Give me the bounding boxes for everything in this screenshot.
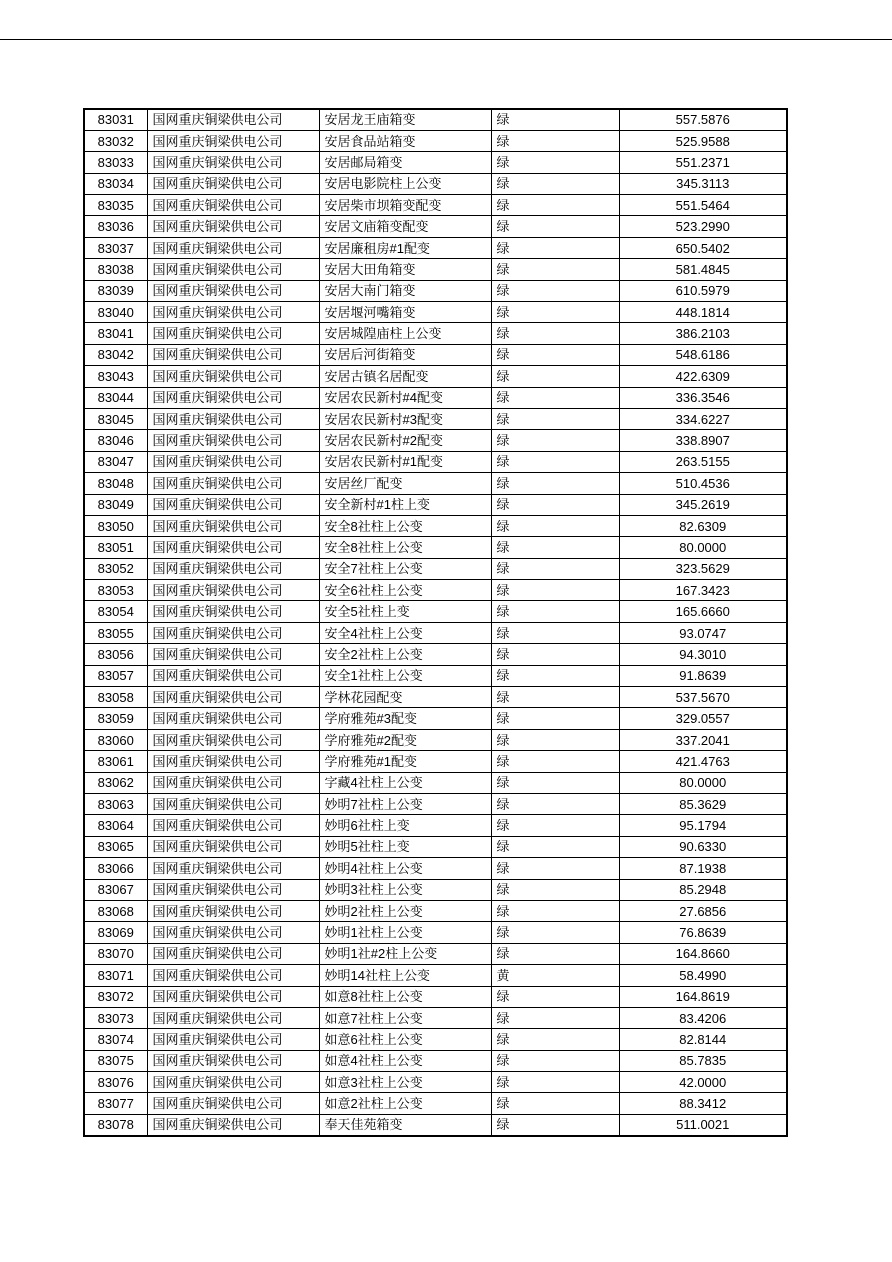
cell-station: 安居丝厂配变	[319, 473, 491, 494]
cell-status: 绿	[491, 751, 619, 772]
cell-status: 绿	[491, 772, 619, 793]
table-row	[84, 109, 787, 130]
table-row	[84, 408, 787, 429]
cell-value: 263.5155	[619, 451, 787, 472]
cell-company: 国网重庆铜梁供电公司	[147, 130, 319, 151]
cell-status: 绿	[491, 430, 619, 451]
cell-value: 551.5464	[619, 195, 787, 216]
cell-status: 绿	[491, 900, 619, 921]
cell-station: 奉天佳苑箱变	[319, 1114, 491, 1135]
table-row	[84, 302, 787, 323]
cell-value: 537.5670	[619, 687, 787, 708]
cell-company: 国网重庆铜梁供电公司	[147, 815, 319, 836]
cell-station: 安居农民新村#3配变	[319, 408, 491, 429]
cell-value: 87.1938	[619, 858, 787, 879]
cell-value: 94.3010	[619, 644, 787, 665]
cell-station: 如意6社柱上公变	[319, 1029, 491, 1050]
cell-value: 90.6330	[619, 836, 787, 857]
cell-station: 如意8社柱上公变	[319, 986, 491, 1007]
cell-id: 83052	[84, 558, 147, 579]
cell-status: 绿	[491, 216, 619, 237]
cell-value: 165.6660	[619, 601, 787, 622]
cell-value: 386.2103	[619, 323, 787, 344]
cell-status: 绿	[491, 558, 619, 579]
cell-id: 83066	[84, 858, 147, 879]
table-row	[84, 515, 787, 536]
cell-station: 学府雅苑#1配变	[319, 751, 491, 772]
cell-id: 83057	[84, 665, 147, 686]
cell-company: 国网重庆铜梁供电公司	[147, 237, 319, 258]
table-row	[84, 665, 787, 686]
cell-value: 551.2371	[619, 152, 787, 173]
cell-id: 83060	[84, 729, 147, 750]
cell-company: 国网重庆铜梁供电公司	[147, 387, 319, 408]
cell-station: 安全6社柱上公变	[319, 580, 491, 601]
cell-company: 国网重庆铜梁供电公司	[147, 943, 319, 964]
table-row	[84, 622, 787, 643]
cell-status: 绿	[491, 858, 619, 879]
cell-status: 绿	[491, 986, 619, 1007]
cell-company: 国网重庆铜梁供电公司	[147, 259, 319, 280]
cell-status: 绿	[491, 237, 619, 258]
table-row	[84, 965, 787, 986]
table-row	[84, 366, 787, 387]
cell-status: 绿	[491, 708, 619, 729]
table-row	[84, 1114, 787, 1135]
cell-id: 83047	[84, 451, 147, 472]
cell-status: 绿	[491, 1072, 619, 1093]
cell-company: 国网重庆铜梁供电公司	[147, 473, 319, 494]
cell-value: 548.6186	[619, 344, 787, 365]
table-row	[84, 387, 787, 408]
table-row	[84, 130, 787, 151]
table-row	[84, 729, 787, 750]
table-row	[84, 772, 787, 793]
cell-id: 83069	[84, 922, 147, 943]
cell-id: 83040	[84, 302, 147, 323]
cell-id: 83059	[84, 708, 147, 729]
cell-id: 83077	[84, 1093, 147, 1114]
cell-value: 422.6309	[619, 366, 787, 387]
cell-company: 国网重庆铜梁供电公司	[147, 1114, 319, 1135]
cell-company: 国网重庆铜梁供电公司	[147, 302, 319, 323]
cell-station: 字藏4社柱上公变	[319, 772, 491, 793]
cell-status: 绿	[491, 109, 619, 130]
cell-status: 绿	[491, 1007, 619, 1028]
cell-value: 557.5876	[619, 109, 787, 130]
cell-status: 绿	[491, 173, 619, 194]
cell-id: 83036	[84, 216, 147, 237]
cell-value: 329.0557	[619, 708, 787, 729]
cell-company: 国网重庆铜梁供电公司	[147, 922, 319, 943]
cell-value: 523.2990	[619, 216, 787, 237]
cell-value: 93.0747	[619, 622, 787, 643]
cell-id: 83053	[84, 580, 147, 601]
table-row	[84, 1007, 787, 1028]
cell-station: 安居柴市坝箱变配变	[319, 195, 491, 216]
table-row	[84, 836, 787, 857]
cell-station: 安全7社柱上公变	[319, 558, 491, 579]
cell-value: 58.4990	[619, 965, 787, 986]
cell-status: 绿	[491, 408, 619, 429]
table-row	[84, 1072, 787, 1093]
cell-status: 绿	[491, 515, 619, 536]
cell-company: 国网重庆铜梁供电公司	[147, 772, 319, 793]
cell-station: 学林花园配变	[319, 687, 491, 708]
cell-value: 345.3113	[619, 173, 787, 194]
cell-company: 国网重庆铜梁供电公司	[147, 965, 319, 986]
cell-status: 绿	[491, 729, 619, 750]
cell-company: 国网重庆铜梁供电公司	[147, 879, 319, 900]
cell-id: 83031	[84, 109, 147, 130]
cell-status: 绿	[491, 644, 619, 665]
cell-station: 安居廉租房#1配变	[319, 237, 491, 258]
table-row	[84, 687, 787, 708]
cell-id: 83074	[84, 1029, 147, 1050]
cell-status: 绿	[491, 1114, 619, 1135]
cell-status: 绿	[491, 302, 619, 323]
cell-value: 85.2948	[619, 879, 787, 900]
cell-company: 国网重庆铜梁供电公司	[147, 580, 319, 601]
data-table	[83, 108, 788, 1137]
cell-station: 妙明1社柱上公变	[319, 922, 491, 943]
cell-status: 绿	[491, 815, 619, 836]
cell-status: 绿	[491, 922, 619, 943]
cell-status: 绿	[491, 152, 619, 173]
cell-value: 82.6309	[619, 515, 787, 536]
cell-company: 国网重庆铜梁供电公司	[147, 280, 319, 301]
table-row	[84, 1093, 787, 1114]
cell-company: 国网重庆铜梁供电公司	[147, 644, 319, 665]
table-body	[84, 109, 787, 1136]
cell-company: 国网重庆铜梁供电公司	[147, 216, 319, 237]
cell-station: 安居城隍庙柱上公变	[319, 323, 491, 344]
cell-station: 妙明14社柱上公变	[319, 965, 491, 986]
cell-value: 83.4206	[619, 1007, 787, 1028]
table-row	[84, 1029, 787, 1050]
cell-status: 绿	[491, 537, 619, 558]
table-row	[84, 794, 787, 815]
cell-id: 83063	[84, 794, 147, 815]
cell-company: 国网重庆铜梁供电公司	[147, 687, 319, 708]
cell-station: 如意7社柱上公变	[319, 1007, 491, 1028]
cell-id: 83058	[84, 687, 147, 708]
cell-station: 安居后河街箱变	[319, 344, 491, 365]
cell-station: 安全4社柱上公变	[319, 622, 491, 643]
cell-id: 83050	[84, 515, 147, 536]
cell-id: 83041	[84, 323, 147, 344]
cell-company: 国网重庆铜梁供电公司	[147, 109, 319, 130]
table-row	[84, 858, 787, 879]
cell-company: 国网重庆铜梁供电公司	[147, 1093, 319, 1114]
cell-station: 妙明5社柱上变	[319, 836, 491, 857]
cell-company: 国网重庆铜梁供电公司	[147, 494, 319, 515]
cell-value: 525.9588	[619, 130, 787, 151]
cell-id: 83049	[84, 494, 147, 515]
cell-id: 83056	[84, 644, 147, 665]
cell-station: 安居邮局箱变	[319, 152, 491, 173]
table-row	[84, 815, 787, 836]
cell-status: 绿	[491, 1029, 619, 1050]
cell-id: 83048	[84, 473, 147, 494]
cell-company: 国网重庆铜梁供电公司	[147, 729, 319, 750]
cell-value: 650.5402	[619, 237, 787, 258]
cell-id: 83038	[84, 259, 147, 280]
cell-company: 国网重庆铜梁供电公司	[147, 858, 319, 879]
cell-station: 安居大南门箱变	[319, 280, 491, 301]
cell-value: 610.5979	[619, 280, 787, 301]
cell-value: 88.3412	[619, 1093, 787, 1114]
cell-company: 国网重庆铜梁供电公司	[147, 430, 319, 451]
cell-company: 国网重庆铜梁供电公司	[147, 173, 319, 194]
cell-id: 83072	[84, 986, 147, 1007]
cell-station: 妙明6社柱上变	[319, 815, 491, 836]
cell-status: 绿	[491, 1093, 619, 1114]
cell-value: 337.2041	[619, 729, 787, 750]
cell-id: 83076	[84, 1072, 147, 1093]
cell-id: 83039	[84, 280, 147, 301]
table-row	[84, 1050, 787, 1071]
cell-value: 421.4763	[619, 751, 787, 772]
cell-status: 绿	[491, 323, 619, 344]
cell-station: 妙明7社柱上公变	[319, 794, 491, 815]
cell-company: 国网重庆铜梁供电公司	[147, 515, 319, 536]
cell-id: 83065	[84, 836, 147, 857]
cell-station: 安居食品站箱变	[319, 130, 491, 151]
table-row	[84, 601, 787, 622]
cell-id: 83055	[84, 622, 147, 643]
cell-value: 85.3629	[619, 794, 787, 815]
cell-id: 83075	[84, 1050, 147, 1071]
cell-id: 83054	[84, 601, 147, 622]
cell-company: 国网重庆铜梁供电公司	[147, 195, 319, 216]
cell-status: 绿	[491, 836, 619, 857]
cell-id: 83045	[84, 408, 147, 429]
cell-station: 妙明1社#2柱上公变	[319, 943, 491, 964]
cell-company: 国网重庆铜梁供电公司	[147, 601, 319, 622]
cell-id: 83034	[84, 173, 147, 194]
cell-value: 334.6227	[619, 408, 787, 429]
cell-company: 国网重庆铜梁供电公司	[147, 408, 319, 429]
cell-station: 安全1社柱上公变	[319, 665, 491, 686]
cell-value: 345.2619	[619, 494, 787, 515]
cell-station: 安全新村#1柱上变	[319, 494, 491, 515]
cell-value: 42.0000	[619, 1072, 787, 1093]
cell-station: 如意2社柱上公变	[319, 1093, 491, 1114]
table-row	[84, 537, 787, 558]
cell-value: 91.8639	[619, 665, 787, 686]
cell-company: 国网重庆铜梁供电公司	[147, 558, 319, 579]
cell-station: 安全5社柱上变	[319, 601, 491, 622]
table-row	[84, 216, 787, 237]
cell-id: 83032	[84, 130, 147, 151]
cell-id: 83035	[84, 195, 147, 216]
cell-id: 83071	[84, 965, 147, 986]
cell-id: 83078	[84, 1114, 147, 1135]
cell-company: 国网重庆铜梁供电公司	[147, 751, 319, 772]
cell-status: 绿	[491, 687, 619, 708]
table-row	[84, 473, 787, 494]
cell-value: 511.0021	[619, 1114, 787, 1135]
cell-company: 国网重庆铜梁供电公司	[147, 537, 319, 558]
cell-status: 黄	[491, 965, 619, 986]
cell-company: 国网重庆铜梁供电公司	[147, 794, 319, 815]
cell-status: 绿	[491, 601, 619, 622]
cell-value: 76.8639	[619, 922, 787, 943]
table-row	[84, 943, 787, 964]
table-row	[84, 344, 787, 365]
cell-id: 83064	[84, 815, 147, 836]
cell-company: 国网重庆铜梁供电公司	[147, 986, 319, 1007]
table-row	[84, 644, 787, 665]
cell-station: 如意3社柱上公变	[319, 1072, 491, 1093]
cell-station: 安居古镇名居配变	[319, 366, 491, 387]
cell-value: 338.8907	[619, 430, 787, 451]
cell-company: 国网重庆铜梁供电公司	[147, 344, 319, 365]
cell-value: 336.3546	[619, 387, 787, 408]
cell-station: 安居文庙箱变配变	[319, 216, 491, 237]
table-row	[84, 708, 787, 729]
cell-id: 83044	[84, 387, 147, 408]
cell-station: 安居龙王庙箱变	[319, 109, 491, 130]
cell-status: 绿	[491, 1050, 619, 1071]
cell-status: 绿	[491, 879, 619, 900]
cell-value: 323.5629	[619, 558, 787, 579]
table-row	[84, 152, 787, 173]
cell-status: 绿	[491, 387, 619, 408]
cell-status: 绿	[491, 794, 619, 815]
cell-status: 绿	[491, 344, 619, 365]
cell-status: 绿	[491, 494, 619, 515]
cell-station: 如意4社柱上公变	[319, 1050, 491, 1071]
cell-station: 妙明2社柱上公变	[319, 900, 491, 921]
cell-id: 83037	[84, 237, 147, 258]
cell-company: 国网重庆铜梁供电公司	[147, 152, 319, 173]
cell-status: 绿	[491, 259, 619, 280]
table-row	[84, 195, 787, 216]
table-row	[84, 280, 787, 301]
cell-status: 绿	[491, 622, 619, 643]
cell-value: 95.1794	[619, 815, 787, 836]
table-row	[84, 879, 787, 900]
cell-value: 80.0000	[619, 537, 787, 558]
table-row	[84, 558, 787, 579]
cell-station: 安居农民新村#2配变	[319, 430, 491, 451]
cell-company: 国网重庆铜梁供电公司	[147, 366, 319, 387]
cell-value: 27.6856	[619, 900, 787, 921]
cell-station: 安全8社柱上公变	[319, 537, 491, 558]
table-row	[84, 580, 787, 601]
cell-station: 学府雅苑#3配变	[319, 708, 491, 729]
cell-company: 国网重庆铜梁供电公司	[147, 1029, 319, 1050]
cell-status: 绿	[491, 580, 619, 601]
table-row	[84, 323, 787, 344]
cell-value: 82.8144	[619, 1029, 787, 1050]
cell-value: 85.7835	[619, 1050, 787, 1071]
cell-value: 164.8619	[619, 986, 787, 1007]
cell-status: 绿	[491, 943, 619, 964]
cell-station: 安居电影院柱上公变	[319, 173, 491, 194]
cell-status: 绿	[491, 473, 619, 494]
cell-company: 国网重庆铜梁供电公司	[147, 323, 319, 344]
cell-id: 83068	[84, 900, 147, 921]
cell-station: 安全2社柱上公变	[319, 644, 491, 665]
table-row	[84, 494, 787, 515]
table-row	[84, 237, 787, 258]
cell-station: 妙明4社柱上公变	[319, 858, 491, 879]
cell-status: 绿	[491, 451, 619, 472]
cell-status: 绿	[491, 366, 619, 387]
cell-id: 83073	[84, 1007, 147, 1028]
table-row	[84, 751, 787, 772]
cell-value: 448.1814	[619, 302, 787, 323]
cell-station: 学府雅苑#2配变	[319, 729, 491, 750]
cell-id: 83070	[84, 943, 147, 964]
cell-value: 80.0000	[619, 772, 787, 793]
table-row	[84, 922, 787, 943]
cell-company: 国网重庆铜梁供电公司	[147, 451, 319, 472]
cell-station: 妙明3社柱上公变	[319, 879, 491, 900]
cell-id: 83043	[84, 366, 147, 387]
cell-station: 安居堰河嘴箱变	[319, 302, 491, 323]
cell-company: 国网重庆铜梁供电公司	[147, 900, 319, 921]
table-row	[84, 986, 787, 1007]
table-row	[84, 451, 787, 472]
cell-status: 绿	[491, 130, 619, 151]
cell-station: 安居农民新村#4配变	[319, 387, 491, 408]
page-top-rule	[0, 39, 892, 40]
cell-company: 国网重庆铜梁供电公司	[147, 622, 319, 643]
cell-id: 83042	[84, 344, 147, 365]
cell-value: 164.8660	[619, 943, 787, 964]
cell-company: 国网重庆铜梁供电公司	[147, 1050, 319, 1071]
cell-value: 510.4536	[619, 473, 787, 494]
table-row	[84, 259, 787, 280]
table-row	[84, 900, 787, 921]
cell-id: 83033	[84, 152, 147, 173]
cell-id: 83061	[84, 751, 147, 772]
cell-company: 国网重庆铜梁供电公司	[147, 1072, 319, 1093]
cell-value: 167.3423	[619, 580, 787, 601]
cell-company: 国网重庆铜梁供电公司	[147, 708, 319, 729]
cell-id: 83046	[84, 430, 147, 451]
cell-station: 安居大田角箱变	[319, 259, 491, 280]
cell-value: 581.4845	[619, 259, 787, 280]
cell-company: 国网重庆铜梁供电公司	[147, 665, 319, 686]
table-row	[84, 173, 787, 194]
cell-company: 国网重庆铜梁供电公司	[147, 836, 319, 857]
cell-id: 83067	[84, 879, 147, 900]
cell-status: 绿	[491, 665, 619, 686]
cell-status: 绿	[491, 280, 619, 301]
cell-status: 绿	[491, 195, 619, 216]
cell-id: 83051	[84, 537, 147, 558]
table-row	[84, 430, 787, 451]
cell-station: 安全8社柱上公变	[319, 515, 491, 536]
cell-station: 安居农民新村#1配变	[319, 451, 491, 472]
cell-id: 83062	[84, 772, 147, 793]
cell-company: 国网重庆铜梁供电公司	[147, 1007, 319, 1028]
